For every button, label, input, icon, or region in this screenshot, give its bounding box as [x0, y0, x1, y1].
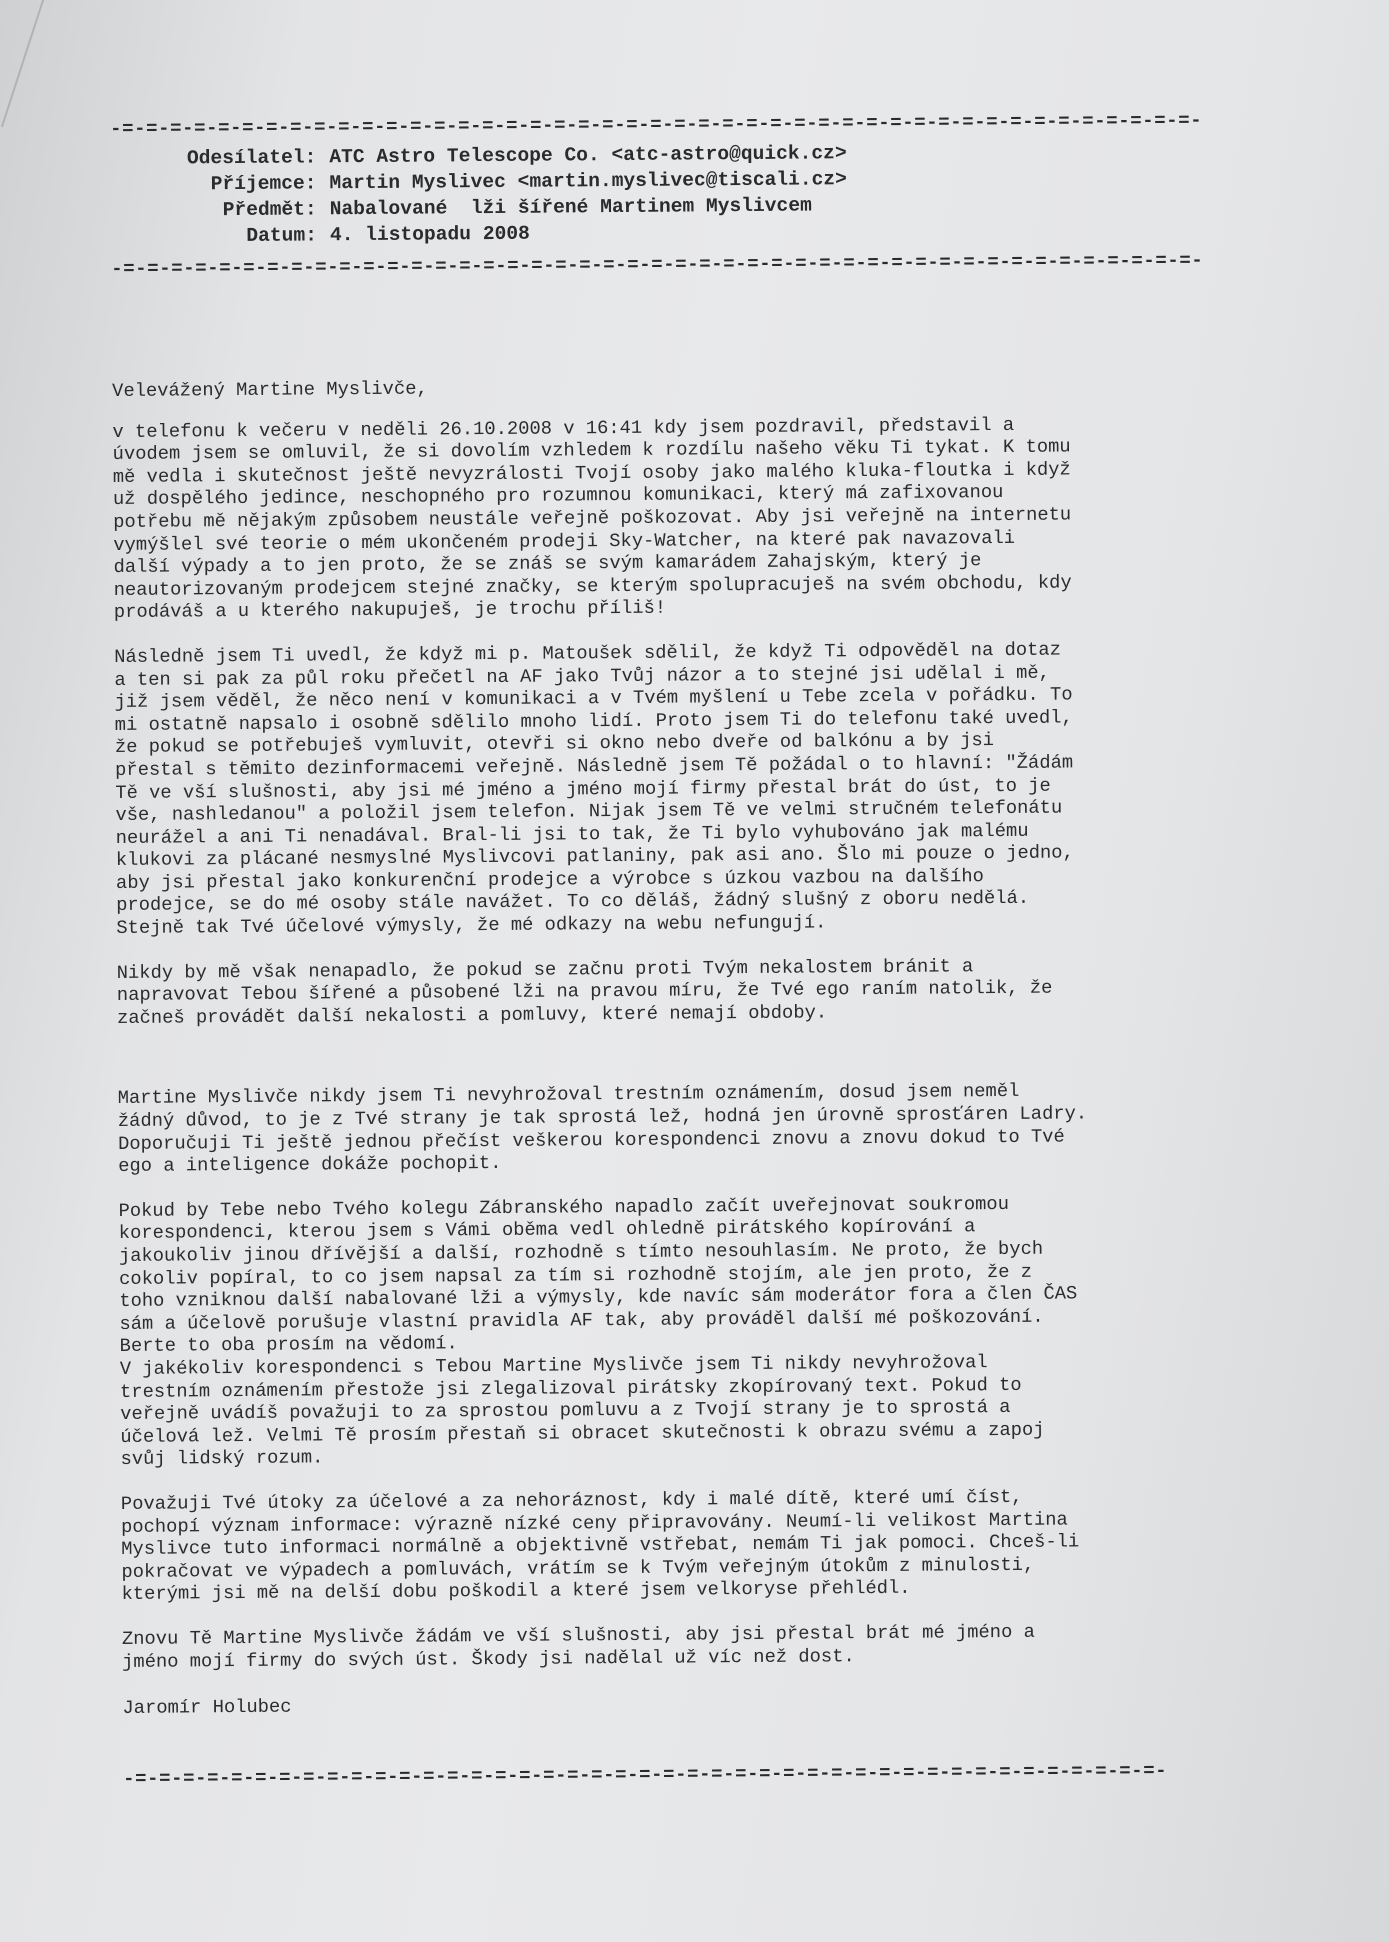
sender-label: Odesílatel:	[186, 146, 317, 170]
sender-value: ATC Astro Telescope Co. <atc-astro@quick.cz>	[329, 142, 847, 169]
separator-rule-bottom: -=-=-=-=-=-=-=-=-=-=-=-=-=-=-=-=-=-=-=-=-=-=-=-=-=-=-=-=-=-=-=-=-=-=-=-=-=-=-=-=-=-=-=-	[122, 1759, 1168, 1790]
recipient-label: Příjemce:	[210, 172, 317, 196]
separator-rule-top: -=-=-=-=-=-=-=-=-=-=-=-=-=-=-=-=-=-=-=-=-=-=-=-=-=-=-=-=-=-=-=-=-=-=-=-=-=-=-=-=-=-=-=-=-=-	[110, 109, 1203, 140]
paragraph: Pokud by Tebe nebo Tvého kolegu Zábranského napadlo začít uveřejnovat soukromou korespondenci, kterou jsem s Vámi oběma vedl ohledně pirátského kopírování a jakoukoliv jinou dřívější a další, rozhodně s tímto nesouhlasím. Ne proto, že bych cokoliv popíral, to co jsem napsal za tím si rozhodně stojím, ale jen proto, že z toho vzniknou další nabalované lži a výmysly, kde navíc sám moderátor fora a člen ČAS sám a účelově porušuje vlastní pravidla AF tak, aby prováděl další mé poškozování. Berte to oba prosím na vědomí.	[118, 1192, 1078, 1358]
email-header	[136, 137, 1291, 250]
paragraph: V jakékoliv korespondenci s Tebou Martine Myslivče jsem Ti nikdy nevyhrožoval trestním oznámením přestože jsi zlegalizoval pirátsky zkopírovaný text. Pokud to veřejně uvádíš považuji to za sprostou pomluvu a z Tvojí strany je to sprostá a účelová lež. Velmi Tě prosím přestaň si obracet skutečnosti k obrazu svému a zapoj svůj lidský rozum.	[119, 1351, 1045, 1471]
printed-email	[110, 109, 1303, 1790]
paragraph: Následně jsem Ti uvedl, že když mi p. Matoušek sdělil, že když Ti odpověděl na dotaz a ten si pak za půl roku přečetl na AF jako Tvůj názor a to stejné jsi udělal i mě, již jsem věděl, že něco není v komunikaci a v Tvém myšlení u Tebe zcela v pořádku. To mi ostatně napsalo i osobně sdělilo mnoho lidí. Proto jsem Ti do telefonu také uvedl, že pokud se potřebuješ vymluvit, otevři si okno nebo dveře od balkónu a by jsi přestal s těmito dezinformacemi veřejně. Následně jsem Tě požádal o to hlavní: "Žádám Tě ve vší slušnosti, aby jsi mé jméno a jméno mojí firmy přestal brát do úst, to je vše, nashledanou" a položil jsem telefon. Nijak jsem Tě ve velmi stručném telefonátu neurážel a ani Ti nenadával. Bral-li jsi to tak, že Ti bylo vyhubováno jak malému klukovi za plácané nesmyslné Myslivcovi patlaniny, pak asi ano. Šlo mi pouze o jedno, aby jsi přestal jako konkurenční prodejce a výrobce s úzkou vazbou na dalšího prodejce, se do mé osoby stále navážet. To co děláš, žádný slušný z oboru nedělá. Stejně tak Tvé účelové výmysly, že mé odkazy na webu nefungují.	[114, 638, 1074, 940]
greeting: Velevážený Martine Myslivče,	[112, 377, 428, 402]
separator-rule-header: -=-=-=-=-=-=-=-=-=-=-=-=-=-=-=-=-=-=-=-=-=-=-=-=-=-=-=-=-=-=-=-=-=-=-=-=-=-=-=-=-=-=-=-=-=-	[111, 249, 1204, 280]
subject-value: Nabalované lži šířené Martinem Myslivcem	[329, 194, 812, 221]
paragraph: Považuji Tvé útoky za účelové a za nehoráznost, kdy i malé dítě, které umí číst, pochopí význam informace: výrazně nízké ceny připravovány. Neumí-li velikost Martina Myslivce tuto informaci normálně a objektivně vstřebat, nemám Ti jak pomoci. Chceš-li pokračovat ve výpadech a pomluvách, vrátím se k Tvým veřejným útokům z minulosti, kterými jsi mě na delší dobu poškodil a které jsem velkoryse přehlédl.	[120, 1485, 1080, 1606]
date-label: Datum:	[246, 224, 318, 247]
date-value: 4. listopadu 2008	[329, 222, 530, 247]
recipient-value: Martin Myslivec <martin.myslivec@tiscali.cz>	[329, 168, 847, 195]
signature: Jaromír Holubec	[122, 1695, 292, 1720]
paragraph: v telefonu k večeru v neděli 26.10.2008 v 16:41 kdy jsem pozdravil, představil a úvodem jsem se omluvil, že si dovolím vzhledem k rozdílu našeho věku Ti tykat. K tomu mě vedla i skutečnost ještě nevyzrálosti Tvojí osoby jako malého kluka-floutka i když už dospělého jedince, neschopného pro rozumnou komunikaci, který má zafixovanou potřebu mě nějakým způsobem neustále veřejně poškozovat. Aby jsi veřejně na internetu vymýšlel své teorie o mém ukončeném prodeji Sky-Watcher, na které pak navazovali další výpady a to jen proto, že se znáš se svým kamarádem Zahajským, který je neautorizovaným prodejcem stejné značky, se kterým spolupracuješ na svém obchodu, kdy prodáváš a u kterého nakupuješ, je trochu příliš!	[112, 413, 1072, 624]
letter-body	[112, 371, 1302, 1720]
paragraph: Nikdy by mě však nenapadlo, že pokud se začnu proti Tvým nekalostem bránit a napravovat Tebou šířené a působené lži na pravou míru, že Tvé ego raním natolik, že začneš provádět další nekalosti a pomluvy, které nemají obdoby.	[116, 954, 1053, 1029]
paragraph: Martine Myslivče nikdy jsem Ti nevyhrožoval trestním oznámením, dosud jsem neměl žádný důvod, to je z Tvé strany je tak sprostá lež, hodná jen úrovně sprosťáren Ladry. Doporučuji Ti ještě jednou přečíst veškerou korespondenci znovu a znovu dokud to Tvé ego a inteligence dokáže pochopit.	[117, 1080, 1088, 1178]
paper-fold-line	[1, 0, 281, 127]
paragraph: Znovu Tě Martine Myslivče žádám ve vší slušnosti, aby jsi přestal brát mé jméno a jméno mojí firmy do svých úst. Škody jsi nadělal už víc než dost.	[121, 1620, 1035, 1673]
subject-label: Předmět:	[222, 198, 317, 222]
